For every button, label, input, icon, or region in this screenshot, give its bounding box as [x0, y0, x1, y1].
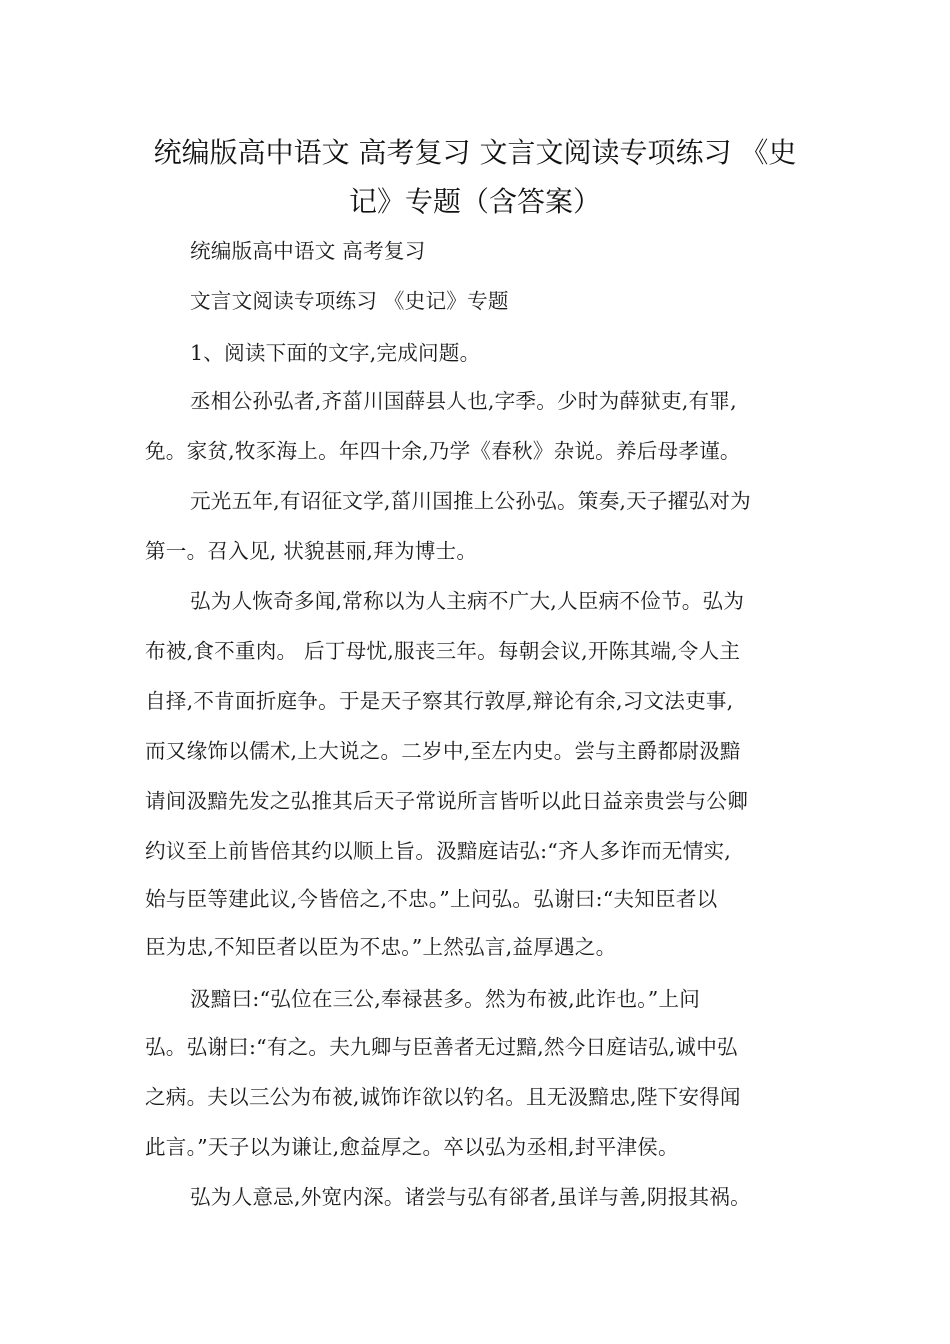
text-line: 约议至上前皆倍其约以顺上旨。汲黯庭诘弘:“齐人多诈而无情实, — [145, 839, 732, 863]
text-line: 臣为忠,不知臣者以臣为不忠。”上然弘言,益厚遇之。 — [145, 935, 617, 959]
text-line: 免。家贫,牧豕海上。年四十余,乃学《春秋》杂说。养后母孝谨。 — [145, 439, 741, 463]
text-line: 自择,不肯面折庭争。于是天子察其行敦厚,辩论有余,习文法吏事, — [145, 689, 734, 713]
text-line: 弘为人意忌,外宽内深。诸尝与弘有郤者,虽详与善,阴报其祸。 — [190, 1185, 751, 1209]
text-line: 第一。召入见, 状貌甚丽,拜为博士。 — [145, 539, 478, 563]
text-line: 元光五年,有诏征文学,菑川国推上公孙弘。策奏,天子擢弘对为 — [190, 489, 751, 513]
question-prompt: 1、阅读下面的文字,完成问题。 — [190, 341, 481, 365]
text-line: 而又缘饰以儒术,上大说之。二岁中,至左内史。尝与主爵都尉汲黯 — [145, 739, 741, 763]
text-line: 始与臣等建此议,今皆倍之,不忠。”上问弘。弘谢曰:“夫知臣者以 — [145, 887, 718, 911]
text-line: 弘。弘谢曰:“有之。夫九卿与臣善者无过黯,然今日庭诘弘,诚中弘 — [145, 1035, 738, 1059]
text-line: 汲黯曰:“弘位在三公,奉禄甚多。然为布被,此诈也。”上问 — [190, 987, 701, 1011]
text-line: 布被,食不重肉。 后丁母忧,服丧三年。每朝会议,开陈其端,令人主 — [145, 639, 741, 663]
text-line: 弘为人恢奇多闻,常称以为人主病不广大,人臣病不俭节。弘为 — [190, 589, 745, 613]
document-title-line-2: 记》专题（含答案） — [348, 185, 601, 218]
text-line: 此言。”天子以为谦让,愈益厚之。卒以弘为丞相,封平津侯。 — [145, 1135, 679, 1159]
document-title-line-1: 统编版高中语文 高考复习 文言文阅读专项练习 《史 — [153, 136, 797, 169]
text-line: 丞相公孙弘者,齐菑川国薛县人也,字季。少时为薛狱吏,有罪, — [190, 389, 737, 413]
subtitle-line: 文言文阅读专项练习 《史记》专题 — [190, 289, 509, 313]
subtitle-line: 统编版高中语文 高考复习 — [190, 239, 426, 263]
text-line: 请间汲黯先发之弘推其后天子常说所言皆听以此日益亲贵尝与公卿 — [145, 789, 749, 813]
text-line: 之病。夫以三公为布被,诚饰诈欲以钓名。且无汲黯忠,陛下安得闻 — [145, 1085, 741, 1109]
